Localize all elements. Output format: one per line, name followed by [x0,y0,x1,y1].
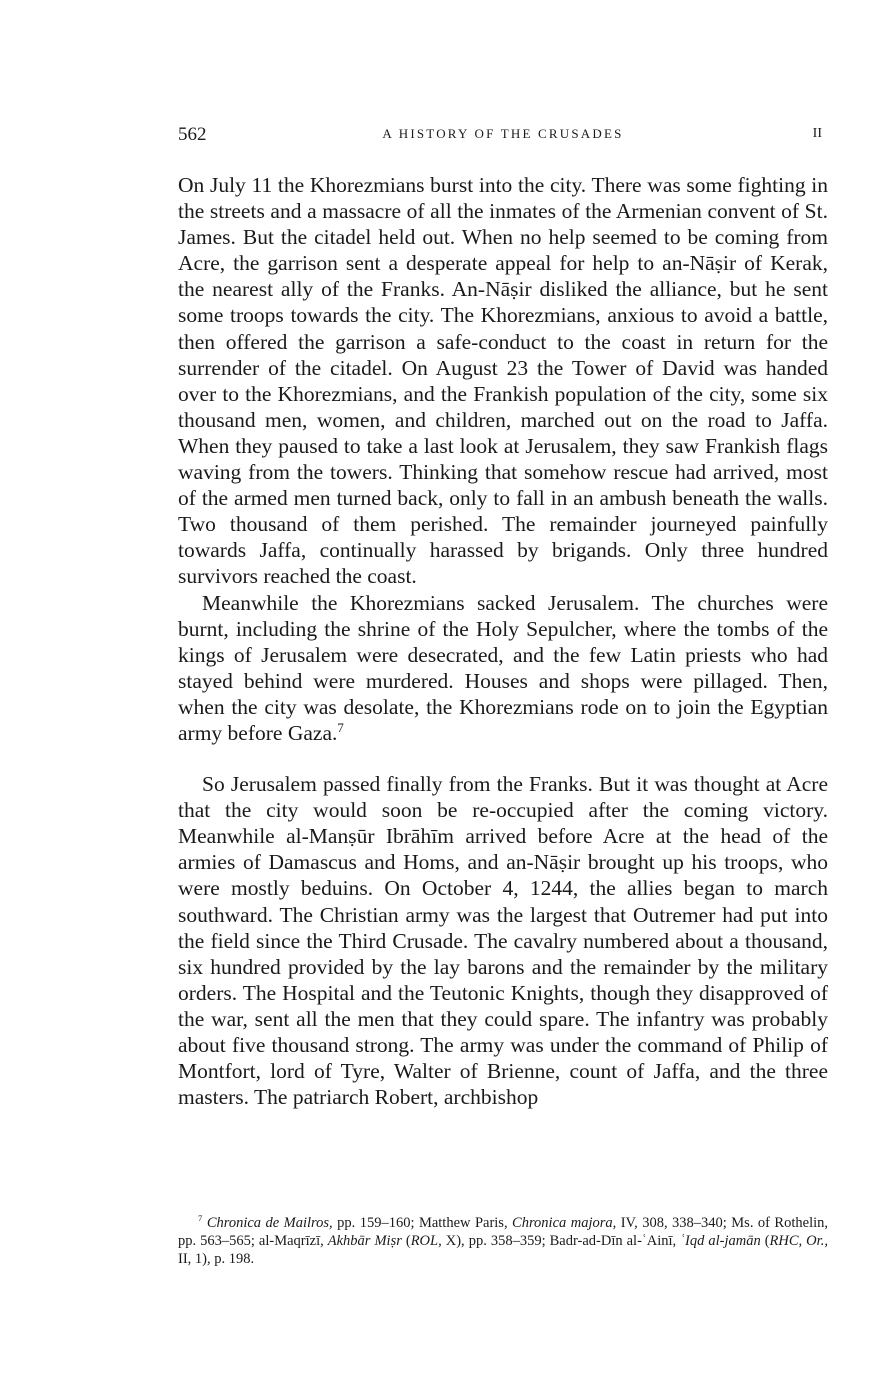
footnote-title-11: RHC, Or., [769,1233,828,1249]
footnote-text-12: II, 1), p. 198. [178,1251,255,1267]
footnotes [178,1214,828,1268]
footnote-text-4: IV, 308, 338–340; Ms. of Rothelin, pp. 563–565; al-Maqrīzī, [178,1215,829,1249]
footnote-text-6: ( [401,1233,411,1249]
body-text [178,172,828,1110]
footnote-text-10: ( [760,1233,770,1249]
page-number: 562 [178,124,207,145]
paragraph-2 [178,590,828,747]
volume-number: II [812,126,822,141]
footnote-text-2: pp. 159–160; Matthew Paris, [332,1215,513,1231]
running-title: A HISTORY OF THE CRUSADES [382,126,624,141]
footnote-text-8: X), pp. 358–359; Badr-ad-Dīn al-ʿAinī, [441,1233,681,1249]
footnote-ref-7[interactable]: 7 [337,720,344,735]
footnote-7 [178,1214,828,1268]
footnote-title-7: ROL, [410,1233,442,1249]
footnote-title-1: Chronica de Mailros, [206,1215,333,1231]
footnote-number: 7 [198,1213,203,1224]
footnote-title-9: ʿIqd al-jamān [680,1233,761,1249]
paragraph-1: On July 11 the Khorezmians burst into the city. There was some fighting in the streets and a massacre of all the inmates of the Armenian convent of St. James. But the citadel held out. When no help seemed to be coming from Acre, the garrison sent a desperate appeal for help to an-Nāṣir of Kerak, the nearest ally of the Franks. An-Nāṣir disliked the alliance, but he sent some troops towards the city. The Khorezmians, anxious to avoid a battle, then offered the garrison a safe-conduct to the coast in return for the surrender of the citadel. On August 23 the Tower of David was handed over to the Khorezmians, and the Frankish population of the city, some six thousand men, women, and children, marched out on the road to Jaffa. When they paused to take a last look at Jerusalem, they saw Frankish flags waving from the towers. Thinking that somehow rescue had arrived, most of the armed men turned back, only to fall in an ambush beneath the walls. Two thousand of them perished. The remainder journeyed painfully towards Jaffa, continually harassed by brigands. Only three hundred survivors reached the coast. [178,173,828,589]
running-header [178,124,828,148]
section-break [178,746,828,771]
paragraph-3: So Jerusalem passed finally from the Franks. But it was thought at Acre that the city would soon be re-occupied after the coming victory. Meanwhile al-Manṣūr Ibrāhīm arrived before Acre at the head of the armies of Damascus and Homs, and an-Nāṣir brought up his troops, who were mostly beduins. On October 4, 1244, the allies began to march southward. The Christian army was the largest that Outremer had put into the field since the Third Crusade. The cavalry numbered about a thousand, six hundred provided by the lay barons and the remainder by the military orders. The Hospital and the Teutonic Knights, though they disapproved of the war, sent all the men that they could spare. The infantry was probably about five thousand strong. The army was under the command of Philip of Montfort, lord of Tyre, Walter of Brienne, count of Jaffa, and the three masters. The patriarch Robert, archbishop [178,772,828,1110]
footnote-title-5: Akhbār Miṣr [327,1233,402,1249]
footnote-title-3: Chronica majora, [512,1215,617,1231]
paragraph-2-text: Meanwhile the Khorezmians sacked Jerusalem. The churches were burnt, including the shrine of the Holy Sepulcher, where the tombs of the kings of Jerusalem were desecrated, and the few Latin priests who had stayed behind were murdered. Houses and shops were pillaged. Then, when the city was desolate, the Khorezmians rode on to join the Egyptian army before Gaza. [178,590,828,745]
